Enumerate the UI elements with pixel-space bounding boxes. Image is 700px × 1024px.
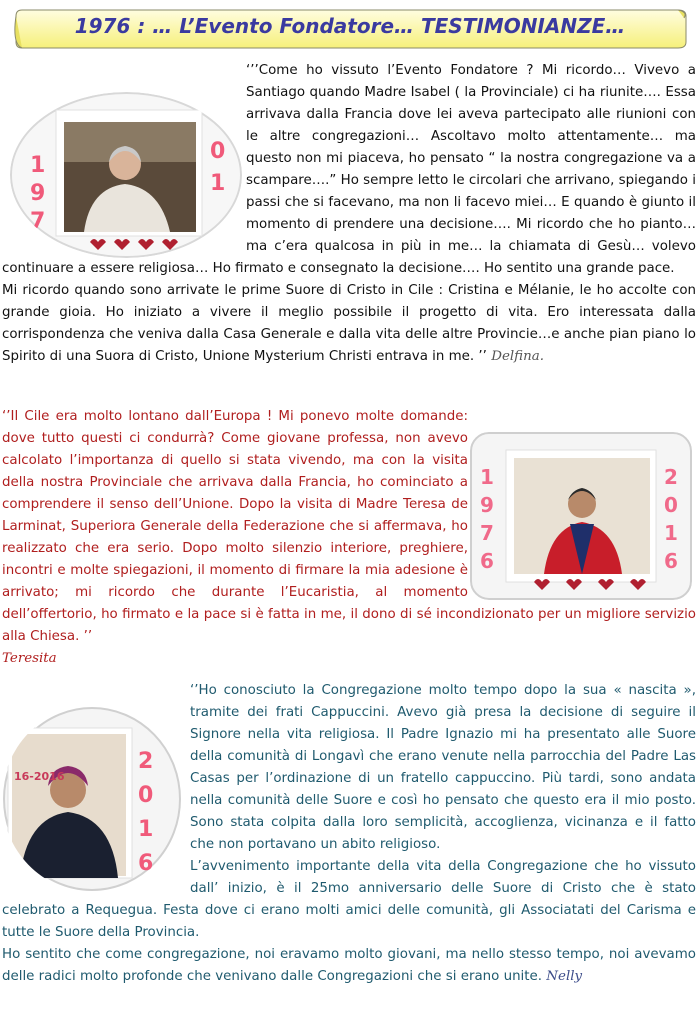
page-title: 1976 : … L’Evento Fondatore… TESTIMONIANZE… [74,14,626,38]
digit: 6 [138,851,154,876]
signature: Teresita [2,651,57,666]
digit: 0 [664,493,678,517]
testimony-text: ‘’Ho conosciuto la Congregazione molto tempo dopo la sua « nascita », tramite dei frati Cappuccini. Avevo già presa la decisione di seguire il Signore nella vita religiosa. Il Padre Ignazio mi ha presentato alle Suore della comunità di Longavì che erano venute nella parrocchia del Padre Las Casas per l’ordinazione di un fratello cappuccino. Più tardi, sono andata nella comunità delle Suore e così ho pensato che questo era il mio posto. Sono stata colpita dalla loro semplicità, accoglienza, vicinanza e il fatto che non portavano un abito religioso. [190,683,696,852]
digit: 7 [480,521,494,545]
digit: 7 [30,209,46,234]
digit: 1 [664,521,678,545]
header-banner [12,4,688,50]
digit: 1 [30,153,46,178]
testimony-teresita [2,406,696,670]
digit: 1 [480,465,494,489]
testimony-text-3: Ho sentito che come congregazione, noi eravamo molto giovani, ma nello stesso tempo, noi avevamo delle radici molto profonde che venivano dalle Congregazioni che si erano unite. [2,947,696,984]
testimony-text-2: Mi ricordo quando sono arrivate le prime Suore di Cristo in Cile : Cristina e Mélanie, le ho accolte con grande gioia. Ho iniziato a vivere il meglio possibile il progetto di vita. Ero interessata dalla corrispondenza che veniva dalla Casa Generale e dalla vita delle altre Provincie…e anche pian piano lo Spirito di una Suora di Cristo, Unione Mysterium Christi entrava in me. ’’ [2,283,696,364]
digit: 0 [210,139,226,164]
digit: 1 [210,171,226,196]
digit: 2 [664,465,678,489]
digit: 6 [664,549,678,573]
signature: Nelly [546,969,583,984]
signature: Delfina. [491,349,544,364]
testimony-text: ‘’Il Cile era molto lontano dall’Europa ! Mi ponevo molte domande: dove tutto questi ci condurrà? Come giovane professa, non avevo calcolato l’importanza di quello si stata vivendo, ma con la visita della nostra Provinciale che arrivava dalla Francia, ho cominciato a comprendere il senso dell’Unione. Dopo la visita di Madre Teresa de Larminat, Superiora Generale della Federazione che si affermava, ho realizzato che era serio. Dopo molto silenzio interiore, preghiere, incontri e molte spiegazioni, il momento di firmare la mia adesione è arrivato; mi ricordo che durante l’Eucaristia, al momento dell’offertorio, ho firmato e la pace si è fatta in me, il dono di sé incondizionato per un migliore servizio alla Chiesa. ’’ [2,409,696,644]
testimony-delfina [2,60,696,368]
digit: 0 [138,783,154,808]
digit: 9 [480,493,494,517]
testimony-text: ‘’’Come ho vissuto l’Evento Fondatore ? Mi ricordo… Vivevo a Santiago quando Madre Isabel ( la Provinciale) ci ha riunite…. Essa arrivava dalla Francia dove lei aveva partecipato alle riunioni con le altre congregazioni… Ascoltavo molto attentamente… ma questo non mi piaceva, ho pensato “ la nostra congregazione va a scampare….” Ho sempre letto le circolari che arrivano, spiegando i passi che si facevano, ma non li facevo miei… E quando è giunto il momento di prendere una decisione…. Mi ricordo che ho pianto… ma c’era qualcosa in più in me… la chiamata di Gesù… volevo continuare a essere religiosa… Ho firmato e consegnato la decisione…. Ho sentito una grande pace. [2,63,696,276]
digit: 6 [480,549,494,573]
testimony-nelly [2,680,696,988]
photo-banner-text: 16-2016 [14,770,65,783]
digit: 9 [30,181,46,206]
testimony-text-2: L’avvenimento importante della vita della Congregazione che ho vissuto dall’ inizio, è il 25mo anniversario delle Suore di Cristo che è stato celebrato a Requegua. Festa dove ci erano molti amici delle comunità, gli Associatati del Carisma e tutte le Suore della Provincia. [2,859,696,940]
digit: 2 [138,749,154,774]
digit: 1 [138,817,154,842]
